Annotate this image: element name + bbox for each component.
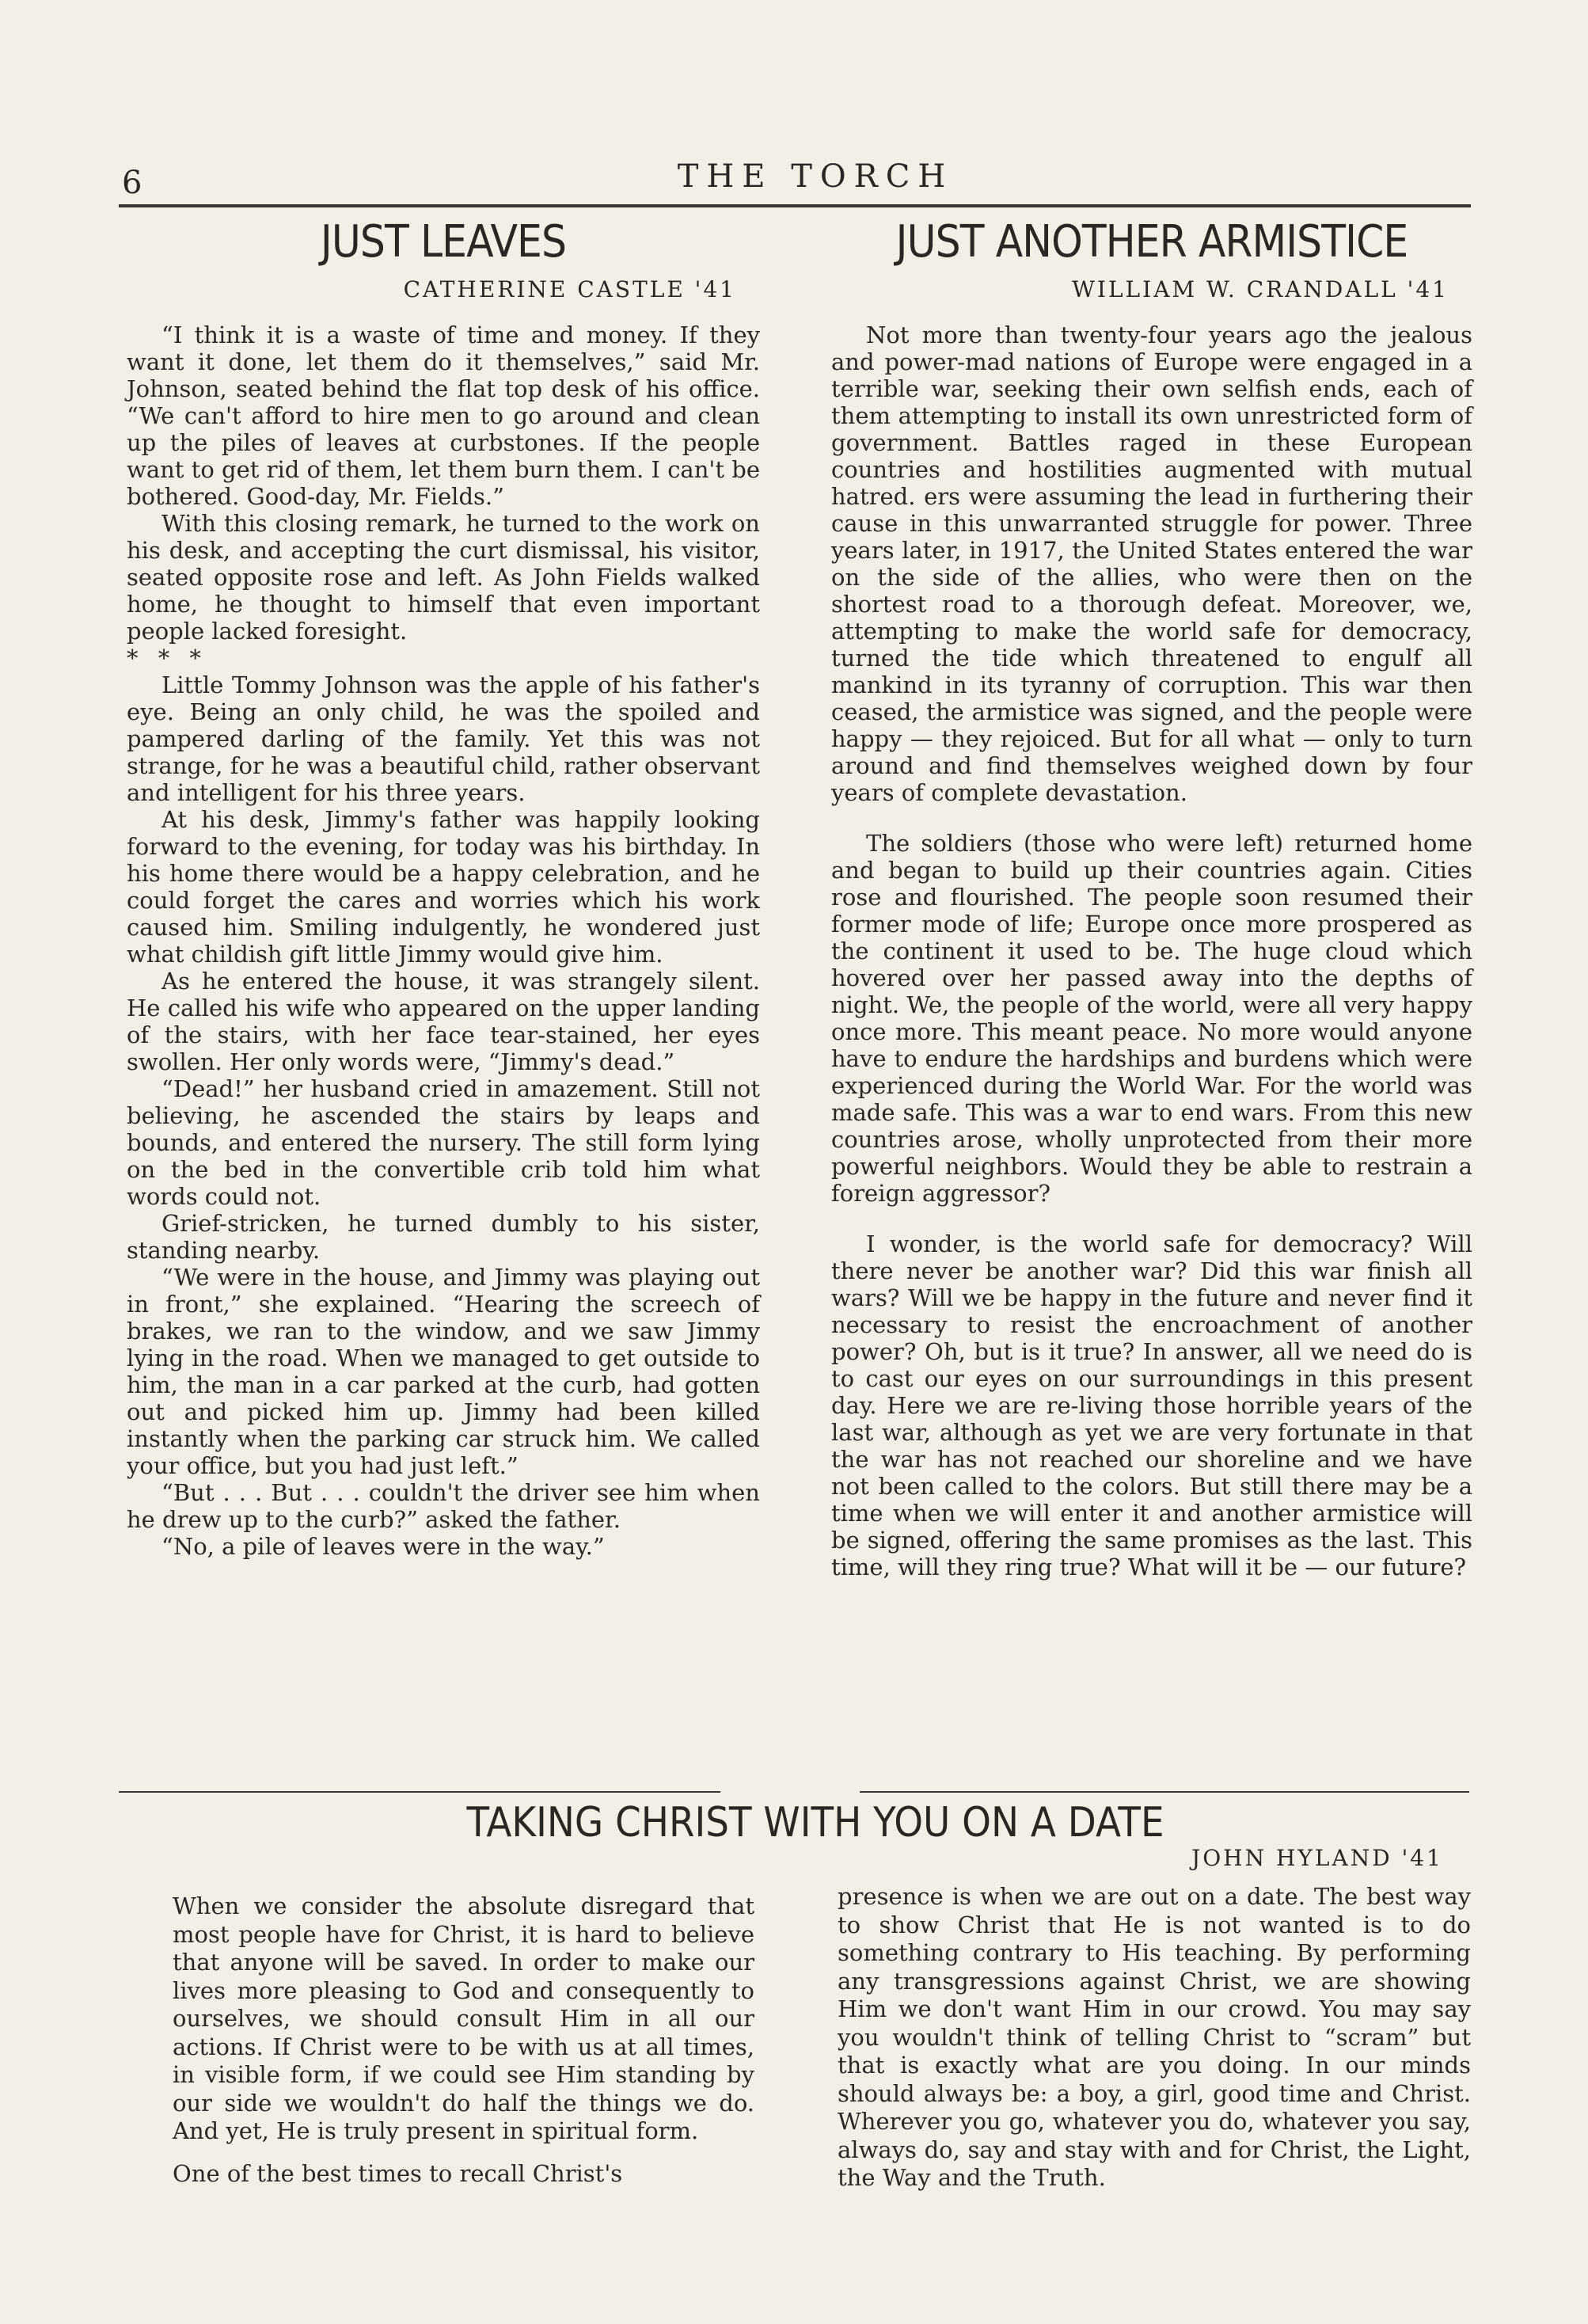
paragraph: “I think it is a waste of time and money. If they want it done, let them do it themselves,” said Mr. Johnson, seated behind the flat top desk of his office. “We can't afford to hire men to go around and clean up the piles of leaves at curbstones. If the people want to get rid of them, let them burn them. I can't be bothered. Good-day, Mr. Fields.” xyxy=(127,321,760,510)
paragraph: “No, a pile of leaves were in the way.” xyxy=(161,1533,605,1560)
page-header xyxy=(119,150,1465,201)
article-byline: JOHN HYLAND '41 xyxy=(1191,1845,1443,1871)
article-title: JUST LEAVES xyxy=(320,216,567,268)
paragraph: I wonder, is the world safe for democracy? Will there never be another war? Did this war finish all wars? Will we be happy in the future and never find it necessary to resist the encroachment of another power? Oh, but is it true? In answer, all we need do is to cast our eyes on our surroundings in this present day. Here we are re-living those horrible years of the last war, although as yet we are very fortunate in that the war has not reached our shoreline and we have not been called to the colors. But still there may be a time when we will enter it and another armistice will be signed, offering the same promises as the last. This time, will they ring true? What will it be — our future? xyxy=(831,1230,1472,1580)
paragraph: One of the best times to recall Christ's xyxy=(173,2159,623,2187)
paragraph: “Dead!” her husband cried in amazement. Still not believing, he ascended the stairs by leaps and bounds, and entered the nursery. The still form lying on the bed in the convertible crib told him what words could not. xyxy=(127,1075,760,1210)
article-body xyxy=(831,321,1472,1580)
paragraph: As he entered the house, it was strangely silent. He called his wife who appeared on the upper landing of the stairs, with her face tear-stained, her eyes swollen. Her only words were, “Jimmy's dead.” xyxy=(127,968,760,1075)
article-byline: WILLIAM W. CRANDALL '41 xyxy=(1072,276,1449,302)
paragraph: The soldiers (those who were left) returned home and began to build up their countries again. Cities rose and flourished. The people soon resumed their former mode of life; Europe once more prospered as the continent it used to be. The huge cloud which hovered over her passed away into the depths of night. We, the people of the world, were all very happy once more. This meant peace. No more would anyone have to endure the hardships and burdens which were experienced during the World War. For the world was made safe. This was a war to end wars. From this new countries arose, wholly unprotected from their more powerful neighbors. Would they be able to restrain a foreign aggressor? xyxy=(831,830,1472,1207)
article-just-leaves xyxy=(127,215,760,1560)
page-number: 6 xyxy=(122,165,142,201)
paragraph: Grief-stricken, he turned dumbly to his sister, standing nearby. xyxy=(127,1210,760,1264)
masthead: THE TORCH xyxy=(677,158,954,195)
article-title: JUST ANOTHER ARMISTICE xyxy=(895,216,1408,268)
paragraph: At his desk, Jimmy's father was happily looking forward to the evening, for today was his birthday. In his home there would be a happy celebration, and he could forget the cares and worries which his work caused him. Smiling indulgently, he wondered just what childish gift little Jimmy would give him. xyxy=(127,806,760,968)
paragraph: When we consider the absolute disregard that most people have for Christ, it is hard to believe that anyone will be saved. In order to make our lives more pleasing to God and consequently to ourselves, we should consult Him in all our actions. If Christ were to be with us at all times, in visible form, if we could see Him standing by our side we wouldn't do half the things we do. And yet, He is truly present in spiritual form. xyxy=(173,1892,754,2144)
article-byline: CATHERINE CASTLE '41 xyxy=(403,276,736,302)
header-rule xyxy=(119,204,1471,207)
paragraph: With this closing remark, he turned to the work on his desk, and accepting the curt dismissal, his visitor, seated opposite rose and left. As John Fields walked home, he thought to himself that even important people lacked foresight. xyxy=(127,510,760,645)
paragraph: “We were in the house, and Jimmy was playing out in front,” she explained. “Hearing the screech of brakes, we ran to the window, and we saw Jimmy lying in the road. When we managed to get outside to him, the man in a car parked at the curb, had gotten out and picked him up. Jimmy had been killed instantly when the parking car struck him. We called your office, but you had just left.” xyxy=(127,1264,760,1479)
article-taking-christ-right xyxy=(838,1883,1471,2193)
paragraph: “But . . . But . . . couldn't the driver see him when he drew up to the curb?” asked the father. xyxy=(127,1479,760,1533)
article-just-another-armistice xyxy=(831,215,1472,1580)
section-rule-left xyxy=(119,1791,720,1793)
paragraph: Not more than twenty-four years ago the jealous and power-mad nations of Europe were engaged in a terrible war, seeking their own selfish ends, each of them attempting to install its own unrestricted form of government. Battles raged in these European countries and hostilities augmented with mutual hatred. ers were assuming the lead in furthering their cause in this unwarranted struggle for power. Three years later, in 1917, the United States entered the war on the side of the allies, who were then on the shortest road to a thorough defeat. Moreover, we, attempting to make the world safe for democracy, turned the tide which threatened to engulf all mankind in its tyranny of corruption. This war then ceased, the armistice was signed, and the people were happy — they rejoiced. But for all what — only to turn around and find themselves weighed down by four years of complete devastation. xyxy=(831,321,1472,806)
article-taking-christ-left xyxy=(173,1892,754,2188)
section-rule-right xyxy=(860,1791,1469,1793)
section-separator: * * * xyxy=(127,645,207,671)
article-title: TAKING CHRIST WITH YOU ON A DATE xyxy=(466,1799,1164,1847)
article-body xyxy=(127,321,760,1560)
paragraph: Little Tommy Johnson was the apple of his father's eye. Being an only child, he was the spoiled and pampered darling of the family. Yet this was not strange, for he was a beautiful child, rather observant and intelligent for his three years. xyxy=(127,671,760,806)
paragraph: presence is when we are out on a date. The best way to show Christ that He is not wanted is to do something contrary to His teaching. By performing any transgressions against Christ, we are showing Him we don't want Him in our crowd. You may say you wouldn't think of telling Christ to “scram” but that is exactly what are you doing. In our minds should always be: a boy, a girl, good time and Christ. Wherever you go, whatever you do, whatever you say, always do, say and stay with and for Christ, the Light, the Way and the Truth. xyxy=(838,1883,1471,2191)
